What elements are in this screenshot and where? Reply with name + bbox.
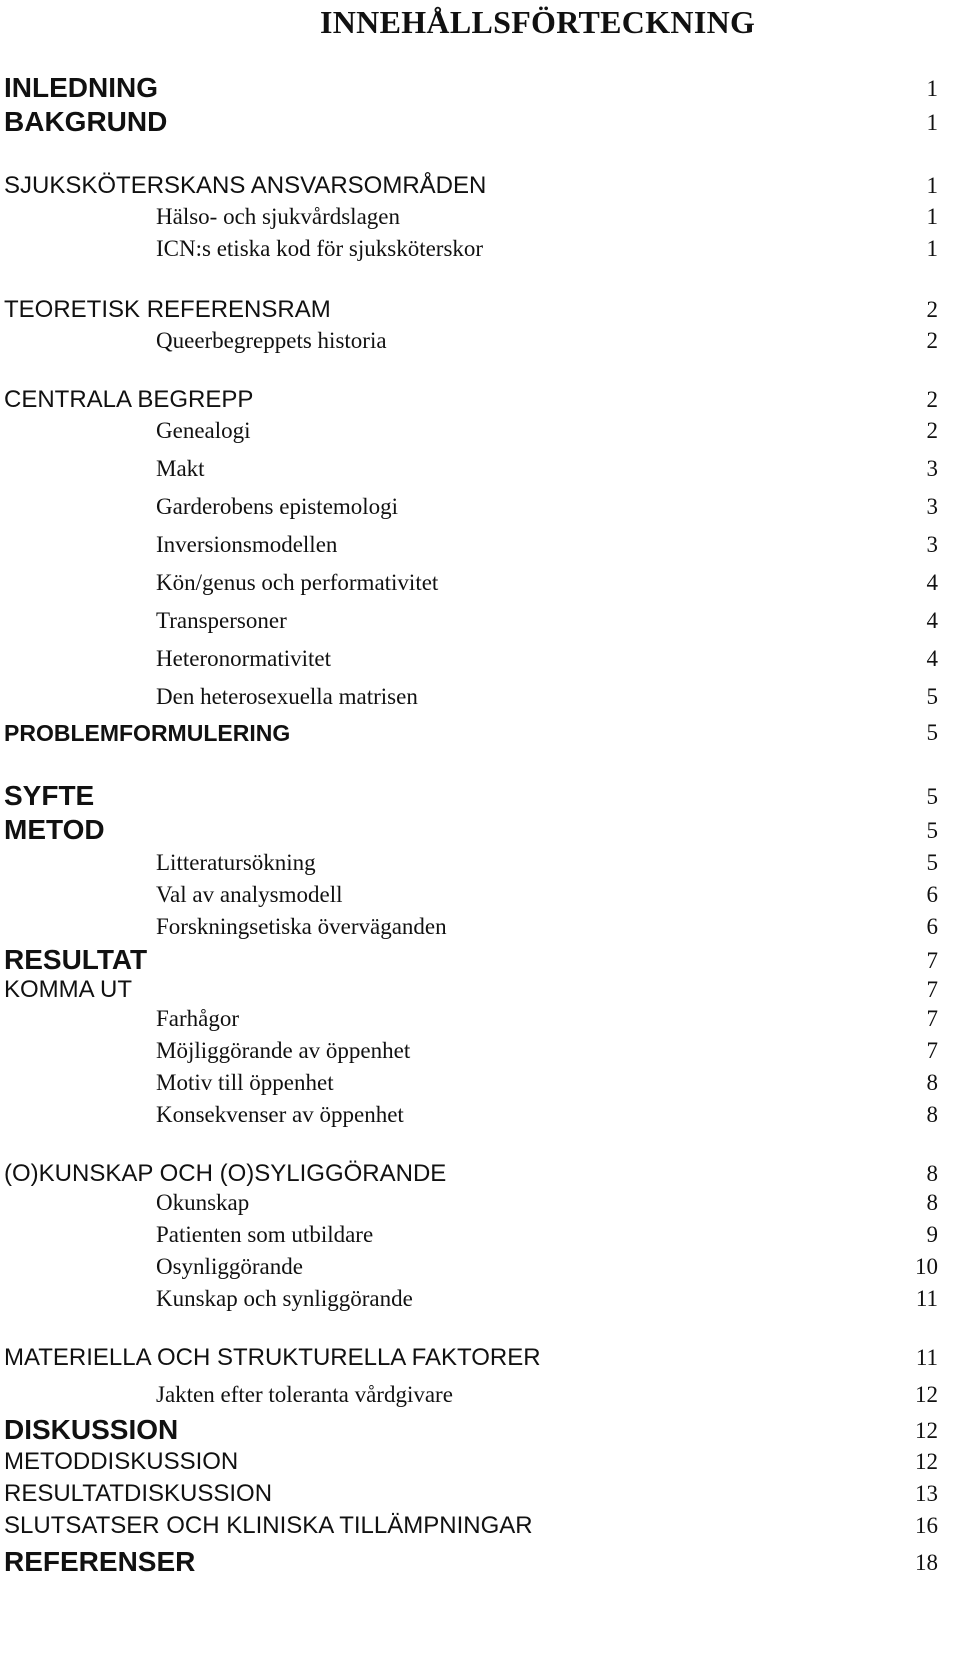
toc-entry-page: 6 bbox=[926, 882, 938, 907]
toc-entry-page: 5 bbox=[926, 720, 938, 745]
toc-entry-page: 10 bbox=[915, 1254, 938, 1279]
toc-entry-label: Osynliggörande bbox=[156, 1254, 303, 1279]
toc-entry-label: Val av analysmodell bbox=[156, 882, 343, 907]
toc-entry-label: Genealogi bbox=[156, 418, 251, 443]
toc-title: INNEHÅLLSFÖRTECKNING bbox=[320, 4, 756, 40]
toc-entry-page: 7 bbox=[926, 1006, 938, 1031]
toc-entry-label: Hälso- och sjukvårdslagen bbox=[156, 204, 400, 229]
toc-entry-page: 7 bbox=[926, 976, 938, 1002]
toc-entry-page: 11 bbox=[915, 1286, 938, 1311]
toc-entry-page: 12 bbox=[915, 1418, 938, 1443]
toc-entry-label: Motiv till öppenhet bbox=[156, 1070, 334, 1095]
toc-entry-page: 3 bbox=[926, 494, 938, 519]
toc-entry-label: RESULTATDISKUSSION bbox=[4, 1480, 273, 1507]
toc-entry-page: 6 bbox=[926, 914, 938, 939]
toc-entry-label: Kunskap och synliggörande bbox=[156, 1286, 413, 1311]
toc-entry-page: 2 bbox=[926, 418, 938, 443]
toc-entry-label: Möjliggörande av öppenhet bbox=[156, 1038, 411, 1063]
toc-entry-label: BAKGRUND bbox=[4, 106, 168, 137]
toc-entry-page: 1 bbox=[926, 76, 938, 101]
toc-entry-label: Makt bbox=[156, 456, 205, 481]
toc-entry-page: 5 bbox=[926, 784, 938, 809]
toc-entry-page: 2 bbox=[926, 328, 938, 353]
toc-entry-label: Garderobens epistemologi bbox=[156, 494, 399, 519]
toc-entry-label: KOMMA UT bbox=[4, 976, 133, 1003]
toc-entry-page: 12 bbox=[915, 1382, 938, 1407]
toc-entry-page: 16 bbox=[915, 1512, 938, 1538]
toc-entry-label: ICN:s etiska kod för sjuksköterskor bbox=[156, 236, 484, 261]
toc-entry-label: Heteronormativitet bbox=[156, 646, 331, 671]
toc-entry-label: Farhågor bbox=[156, 1006, 240, 1031]
toc-entry-label: Patienten som utbildare bbox=[156, 1222, 374, 1247]
toc-entry-page: 8 bbox=[926, 1102, 938, 1127]
toc-entry-label: Konsekvenser av öppenhet bbox=[156, 1102, 404, 1127]
toc-entry-page: 1 bbox=[926, 204, 938, 229]
toc-entry-page: 7 bbox=[926, 1038, 938, 1063]
toc-entry-label: (O)KUNSKAP OCH (O)SYLIGGÖRANDE bbox=[4, 1160, 447, 1187]
toc-entry-label: TEORETISK REFERENSRAM bbox=[4, 296, 331, 323]
toc-entry-label: Forskningsetiska överväganden bbox=[156, 914, 447, 939]
toc-entry-label: Den heterosexuella matrisen bbox=[156, 684, 418, 709]
toc-entry-page: 3 bbox=[926, 532, 938, 557]
toc-entry-label: Transpersoner bbox=[156, 608, 287, 633]
toc-entry-label: REFERENSER bbox=[4, 1546, 196, 1577]
toc-entry-page: 5 bbox=[926, 684, 938, 709]
toc-entry-page: 2 bbox=[926, 386, 938, 412]
toc-entry-label: MATERIELLA OCH STRUKTURELLA FAKTORER bbox=[4, 1344, 541, 1371]
toc-entry-label: SJUKSKÖTERSKANS ANSVARSOMRÅDEN bbox=[4, 172, 487, 199]
toc-entry-page: 3 bbox=[926, 456, 938, 481]
toc-entry-label: Jakten efter toleranta vårdgivare bbox=[156, 1382, 453, 1407]
toc-entry-page: 1 bbox=[926, 236, 938, 261]
toc-entry-label: INLEDNING bbox=[4, 72, 158, 103]
toc-entry-page: 8 bbox=[926, 1070, 938, 1095]
toc-entry-label: SYFTE bbox=[4, 780, 95, 811]
toc-entry-page: 2 bbox=[926, 296, 938, 322]
toc-entry-page: 1 bbox=[926, 172, 938, 198]
toc-entry-label: Inversionsmodellen bbox=[156, 532, 338, 557]
toc-entry-page: 7 bbox=[926, 948, 938, 973]
toc-entry-label: Okunskap bbox=[156, 1190, 250, 1215]
toc-entry-page: 11 bbox=[915, 1344, 938, 1370]
toc-entry-label: CENTRALA BEGREPP bbox=[4, 386, 254, 413]
toc-entry-page: 8 bbox=[926, 1190, 938, 1215]
toc-entry-page: 8 bbox=[926, 1160, 938, 1186]
toc-entry-page: 4 bbox=[926, 646, 938, 671]
toc-entry-label: SLUTSATSER OCH KLINISKA TILLÄMPNINGAR bbox=[4, 1512, 533, 1539]
toc-entry-label: PROBLEMFORMULERING bbox=[4, 720, 291, 746]
toc-entry-page: 5 bbox=[926, 850, 938, 875]
toc-entry-page: 12 bbox=[915, 1448, 938, 1474]
toc-entry-label: METOD bbox=[4, 814, 105, 845]
toc-entry-page: 4 bbox=[926, 570, 938, 595]
toc-entry-page: 13 bbox=[915, 1480, 938, 1506]
toc-entry-page: 4 bbox=[926, 608, 938, 633]
toc-entry-label: Kön/genus och performativitet bbox=[156, 570, 439, 595]
toc-entry-label: Litteratursökning bbox=[156, 850, 316, 875]
toc-entry-label: DISKUSSION bbox=[4, 1414, 179, 1445]
toc-entry-label: METODDISKUSSION bbox=[4, 1448, 239, 1475]
toc-entry-page: 18 bbox=[915, 1550, 938, 1575]
toc-entry-page: 5 bbox=[926, 818, 938, 843]
toc-entry-label: RESULTAT bbox=[4, 944, 148, 975]
toc-entry-page: 1 bbox=[926, 110, 938, 135]
toc-entry-page: 9 bbox=[926, 1222, 938, 1247]
toc-entry-label: Queerbegreppets historia bbox=[156, 328, 387, 353]
